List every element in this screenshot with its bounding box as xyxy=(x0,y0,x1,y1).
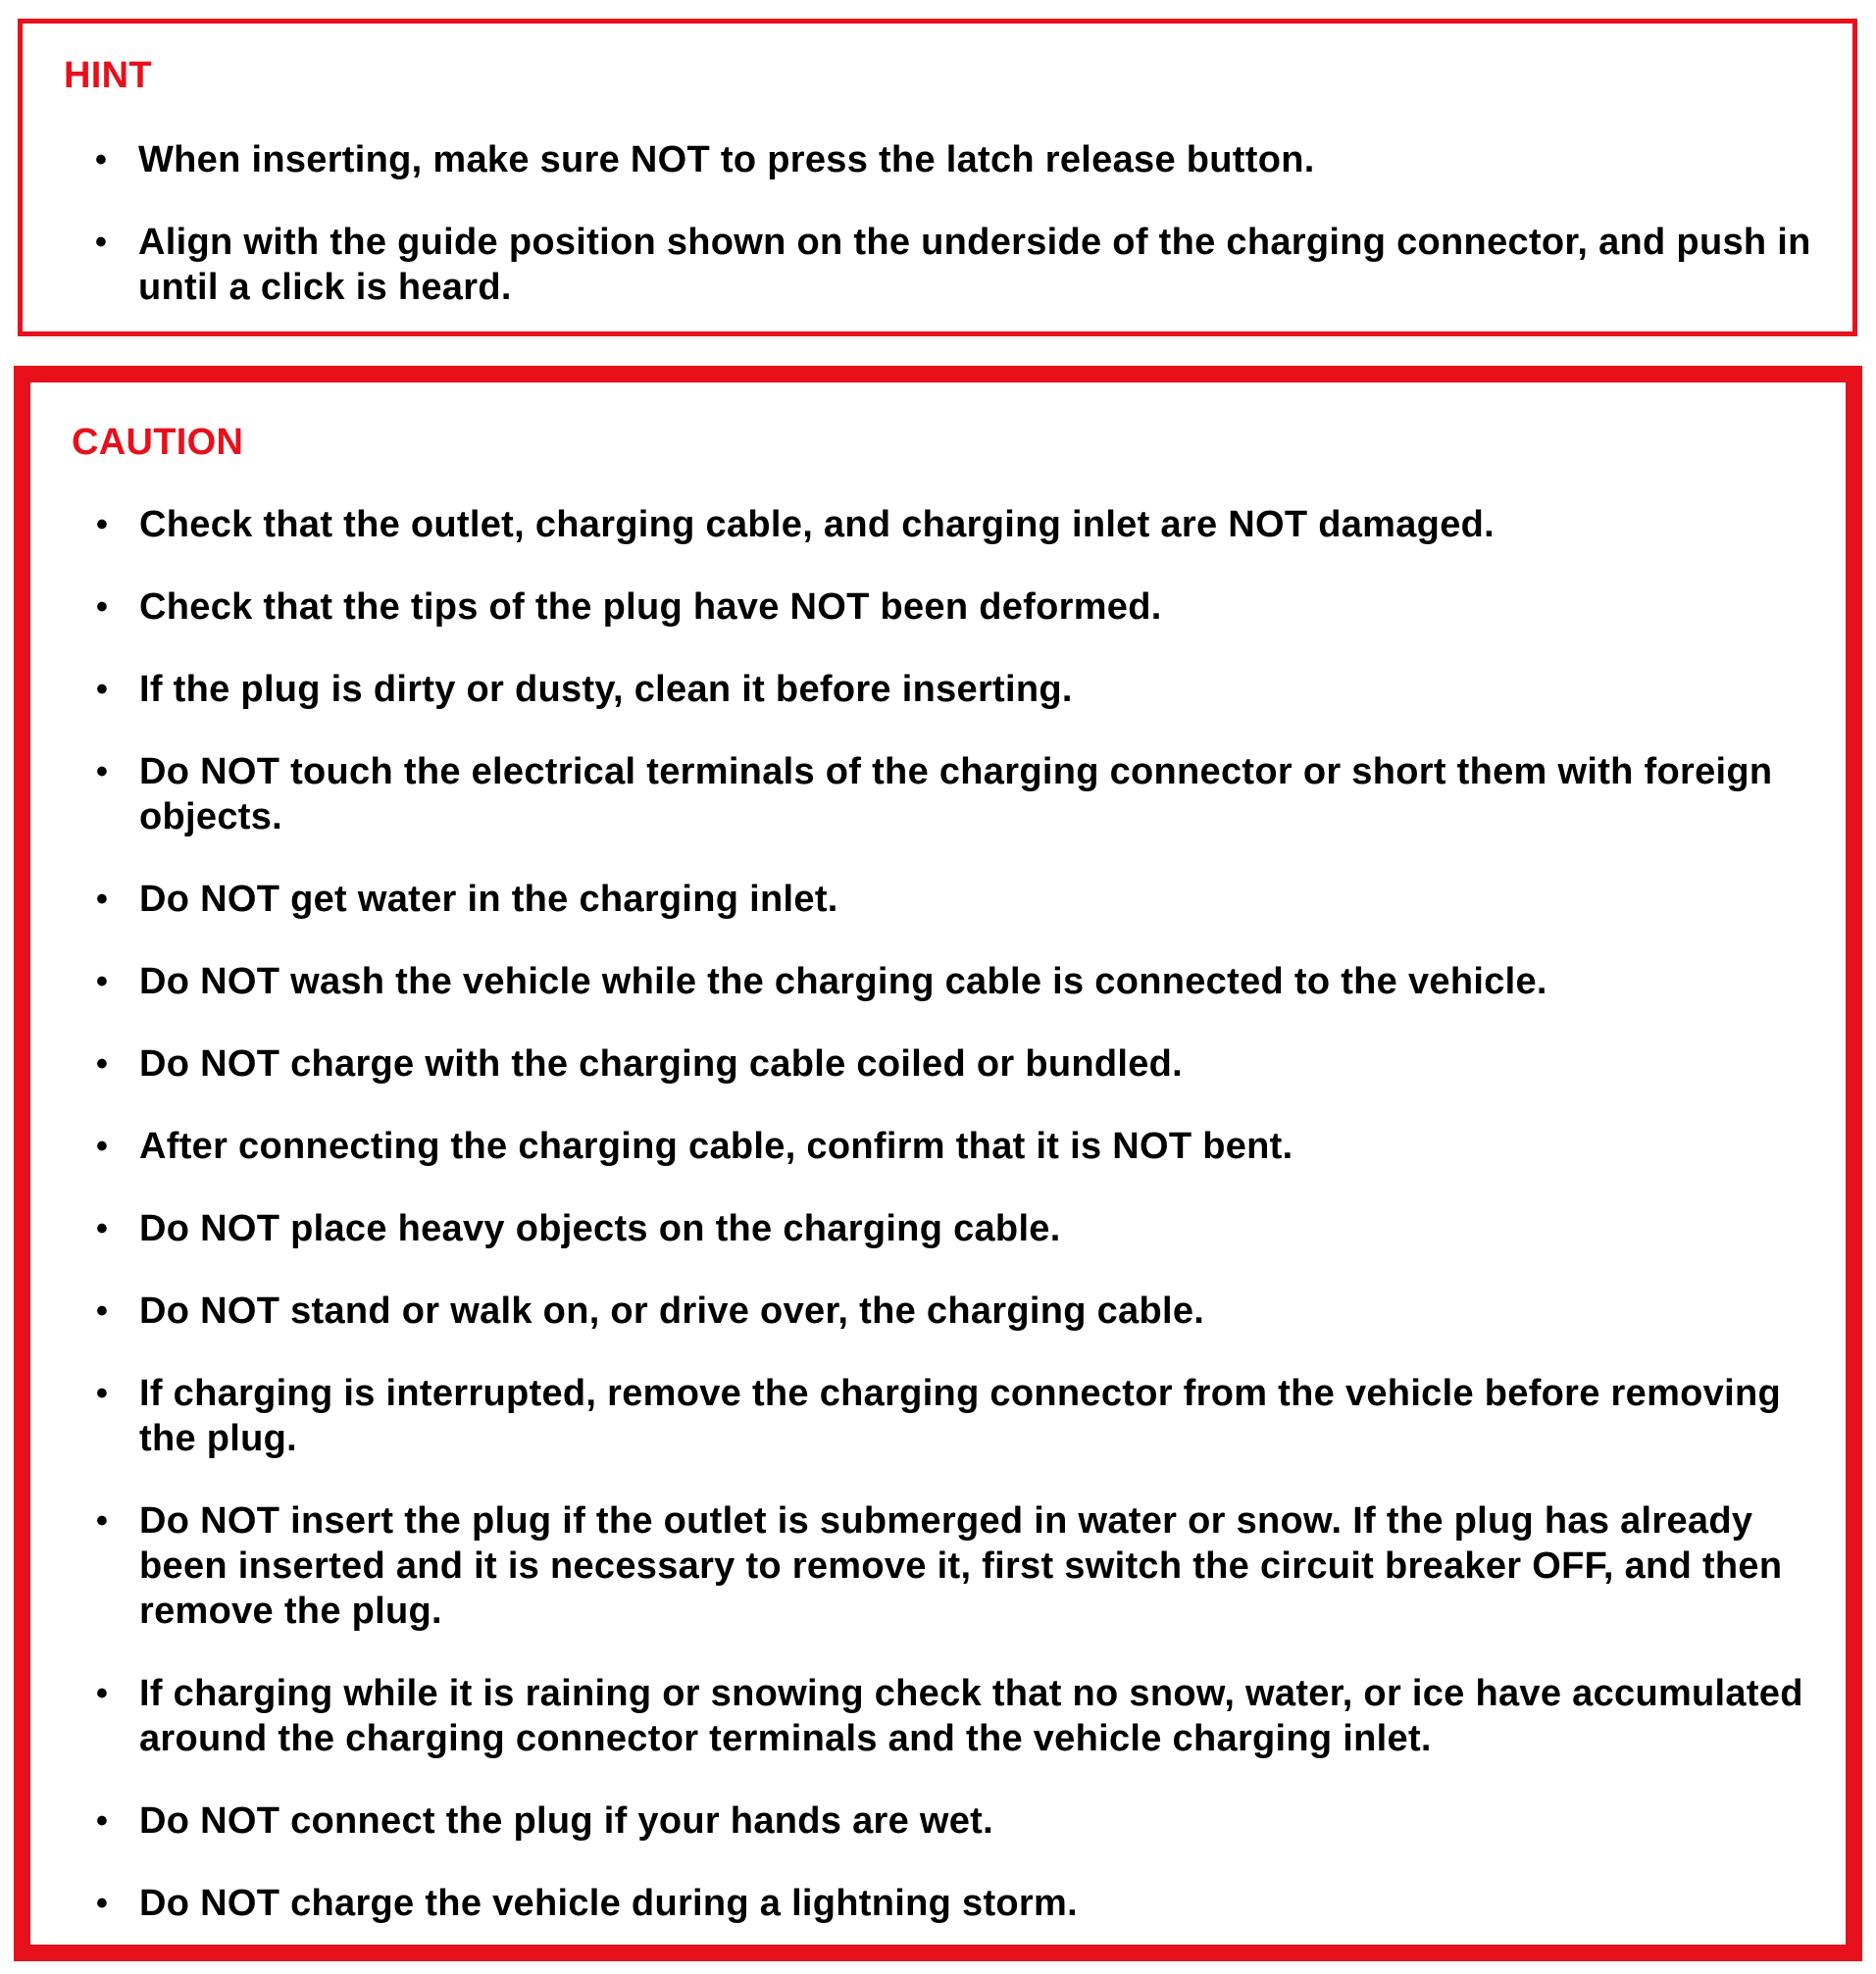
hint-list xyxy=(23,137,1852,347)
bullet-icon: • xyxy=(96,588,109,626)
bullet-icon: • xyxy=(96,1675,109,1712)
caution-item xyxy=(30,1671,1846,1761)
caution-item-text: Check that the tips of the plug have NOT been deformed. xyxy=(139,586,1162,628)
caution-item xyxy=(30,1371,1846,1461)
caution-item xyxy=(30,1206,1846,1251)
caution-item-text: Do NOT charge the vehicle during a lightning storm. xyxy=(139,1883,1078,1924)
bullet-icon: • xyxy=(96,1375,109,1412)
caution-item xyxy=(30,502,1846,547)
caution-item-text: If the plug is dirty or dusty, clean it before inserting. xyxy=(139,669,1073,710)
caution-item-text: Do NOT stand or walk on, or drive over, the charging cable. xyxy=(139,1291,1205,1332)
bullet-icon: • xyxy=(96,506,109,543)
bullet-icon: • xyxy=(96,1210,109,1247)
caution-item xyxy=(30,667,1846,712)
hint-title: HINT xyxy=(64,55,152,96)
caution-item-text: Do NOT charge with the charging cable coiled or bundled. xyxy=(139,1043,1184,1085)
bullet-icon: • xyxy=(96,963,109,1000)
caution-item xyxy=(30,584,1846,630)
bullet-icon: • xyxy=(96,1885,109,1922)
caution-item-text: Do NOT wash the vehicle while the charging cable is connected to the vehicle. xyxy=(139,961,1547,1002)
hint-item xyxy=(23,220,1852,310)
caution-item xyxy=(30,1041,1846,1087)
caution-item-text: Do NOT get water in the charging inlet. xyxy=(139,879,838,920)
caution-item xyxy=(30,1498,1846,1634)
bullet-icon: • xyxy=(96,881,109,918)
caution-item-text: If charging is interrupted, remove the charging connector from the vehicle before removing the plug. xyxy=(139,1373,1781,1459)
caution-item-text: Check that the outlet, charging cable, and charging inlet are NOT damaged. xyxy=(139,504,1495,545)
hint-box xyxy=(18,19,1857,336)
bullet-icon: • xyxy=(96,753,109,790)
bullet-icon: • xyxy=(95,141,108,178)
caution-item-text: Do NOT connect the plug if your hands are wet. xyxy=(139,1800,993,1842)
hint-item xyxy=(23,137,1852,182)
caution-item xyxy=(30,749,1846,839)
bullet-icon: • xyxy=(96,1802,109,1840)
caution-item xyxy=(30,877,1846,922)
hint-item-text: When inserting, make sure NOT to press the latch release button. xyxy=(138,139,1315,180)
bullet-icon: • xyxy=(96,1128,109,1165)
caution-item-text: If charging while it is raining or snowing check that no snow, water, or ice have accumulated around the charging connector terminals and the vehicle charging inlet. xyxy=(139,1673,1803,1759)
hint-item-text: Align with the guide position shown on the underside of the charging connector, and push in until a click is heard. xyxy=(138,222,1811,308)
bullet-icon: • xyxy=(95,224,108,261)
caution-box xyxy=(14,366,1862,1961)
caution-item-text: Do NOT touch the electrical terminals of the charging connector or short them with foreign objects. xyxy=(139,751,1773,837)
caution-item xyxy=(30,1798,1846,1844)
caution-item xyxy=(30,1881,1846,1926)
bullet-icon: • xyxy=(96,1502,109,1540)
caution-item xyxy=(30,959,1846,1004)
caution-title: CAUTION xyxy=(72,422,244,463)
caution-item-text: Do NOT place heavy objects on the charging cable. xyxy=(139,1208,1061,1249)
caution-list xyxy=(30,502,1846,1963)
caution-item xyxy=(30,1124,1846,1169)
caution-item-text: After connecting the charging cable, confirm that it is NOT bent. xyxy=(139,1126,1293,1167)
bullet-icon: • xyxy=(96,1292,109,1330)
caution-item-text: Do NOT insert the plug if the outlet is submerged in water or snow. If the plug has already been inserted and it is necessary to remove it, first switch the circuit breaker OFF, and then remove the plug. xyxy=(139,1500,1783,1632)
bullet-icon: • xyxy=(96,1045,109,1083)
bullet-icon: • xyxy=(96,671,109,708)
caution-item xyxy=(30,1289,1846,1334)
